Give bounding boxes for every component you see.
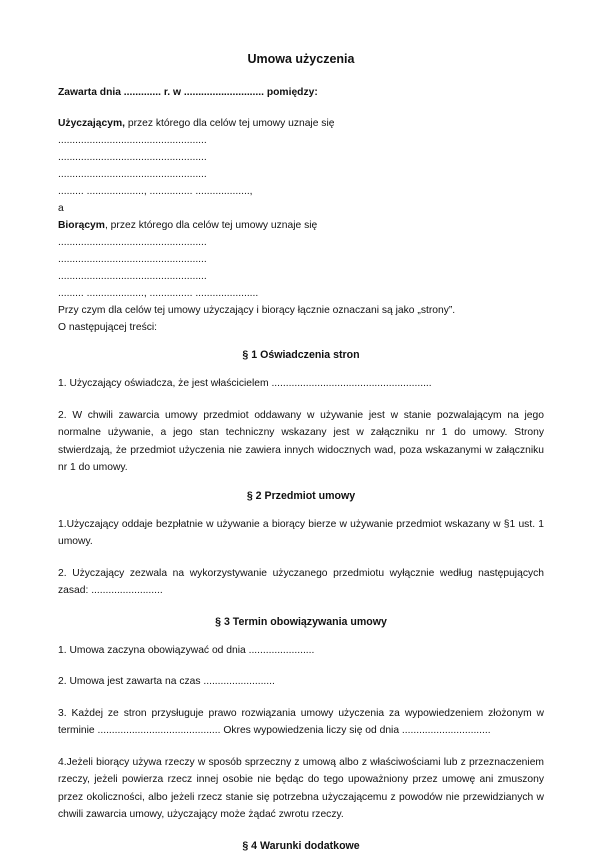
- lender-text: przez którego dla celów tej umowy uznaje się: [124, 118, 335, 129]
- section-paragraph: 2. W chwili zawarcia umowy przedmiot oddawany w używanie jest w stanie pozwalającym na jego normalne używanie, a jego stan techniczny wskazany jest w załączniku nr 1 do umowy. Strony stwierdzają, że przedmiot użyczenia nie zawiera innych widocznych wad, poza wskazanymi w załączniku nr 1 do umowy.: [58, 409, 544, 473]
- and-conjunction: a: [58, 203, 64, 214]
- contract-intro: Zawarta dnia ............. r. w ............................ pomiędzy:: [58, 87, 318, 98]
- borrower-label: Biorącym: [58, 220, 105, 231]
- document-page: [58, 52, 544, 855]
- section-paragraph: 1. Umowa zaczyna obowiązywać od dnia .......................: [58, 644, 315, 656]
- lender-heading: [58, 115, 544, 132]
- section-heading: § 3 Termin obowiązywania umowy: [215, 615, 387, 628]
- section-heading: § 1 Oświadczenia stron: [242, 349, 360, 361]
- section-heading: § 4 Warunki dodatkowe: [242, 839, 360, 852]
- lender-line: ....................................................: [58, 169, 207, 180]
- section-heading: § 2 Przedmiot umowy: [246, 489, 356, 502]
- lender-line: ....................................................: [58, 135, 207, 146]
- section-paragraph: 2. Umowa jest zawarta na czas .........................: [58, 676, 275, 687]
- section-paragraph: 1. Użyczający oświadcza, że jest właścicielem ........................................................: [58, 378, 432, 389]
- content-intro: O następującej treści:: [58, 322, 158, 333]
- borrower-line: ......... ...................., ............... ......................: [58, 288, 259, 299]
- lender-line: ....................................................: [58, 152, 207, 163]
- section-paragraph: 2. Użyczający zezwala na wykorzystywanie użyczanego przedmiotu wyłącznie według następujących zasad: .........................: [58, 567, 544, 596]
- section-paragraph: 4.Jeżeli biorący używa rzeczy w sposób sprzeczny z umową albo z właściwościami lub z przeznaczeniem rzeczy, jeżeli powierza rzecz innej osobie nie będąc do tego upoważniony przez umowę ani zmuszony przez okoliczności, albo jeżeli rzecz stanie się potrzebna użyczającemu z powodów nie przewidzianych w chwili zawarcia umowy, użyczający może żądać zwrotu rzeczy.: [58, 756, 544, 820]
- borrower-heading: [58, 217, 544, 234]
- lender-line: ......... ...................., ............... ...................,: [58, 186, 253, 197]
- borrower-text: , przez którego dla celów tej umowy uznaje się: [104, 220, 318, 231]
- borrower-line: ....................................................: [58, 271, 207, 282]
- document-title: Umowa użyczenia: [247, 52, 355, 66]
- borrower-line: ....................................................: [58, 254, 207, 265]
- borrower-line: ....................................................: [58, 237, 207, 248]
- parties-note: Przy czym dla celów tej umowy użyczający i biorący łącznie oznaczani są jako „strony”.: [58, 305, 456, 316]
- lender-label: Użyczającym,: [58, 118, 125, 129]
- section-paragraph: 3. Każdej ze stron przysługuje prawo rozwiązania umowy użyczenia za wypowiedzeniem złożonym w terminie ........................................... Okres wypowiedzenia liczy się od dnia ...............................: [58, 707, 544, 736]
- section-paragraph: 1.Użyczający oddaje bezpłatnie w używanie a biorący bierze w używanie przedmiot wskazany w §1 ust. 1 umowy.: [58, 518, 544, 547]
